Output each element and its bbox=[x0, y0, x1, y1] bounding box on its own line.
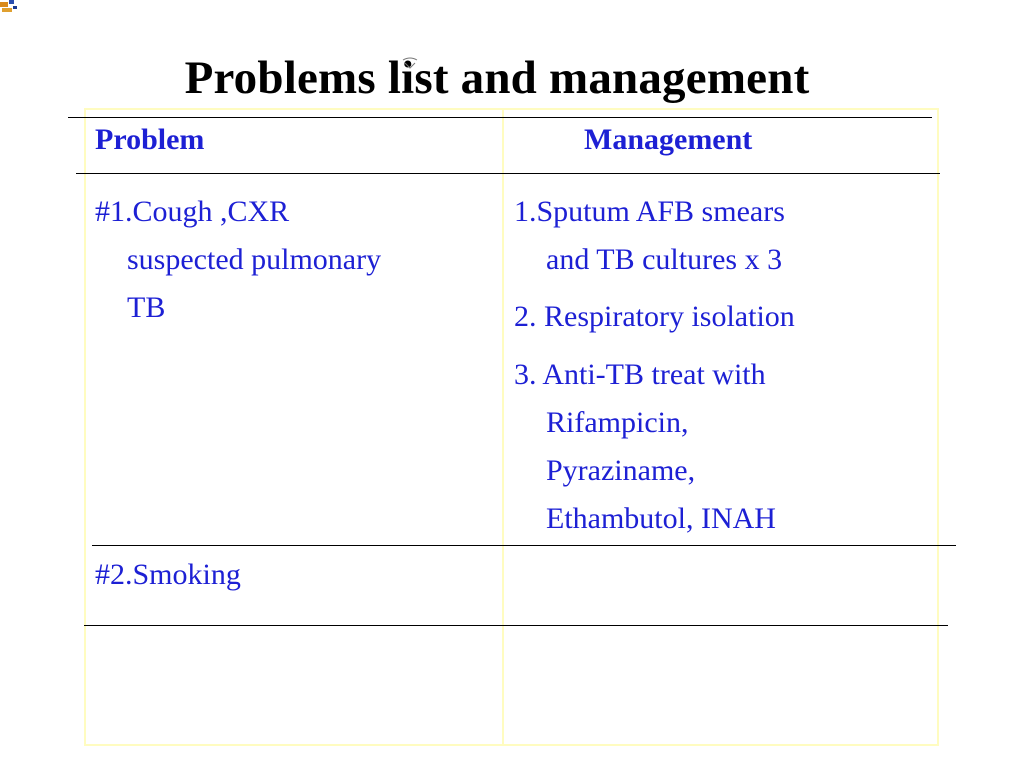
problem-line: #1.Cough ,CXR bbox=[95, 195, 290, 228]
row2-problem-cell bbox=[95, 551, 241, 599]
table-header-rule bbox=[76, 173, 940, 174]
row1-problem-cell bbox=[95, 188, 381, 332]
management-line: 1.Sputum AFB smears bbox=[514, 195, 785, 228]
header-management: Management bbox=[584, 123, 753, 156]
slide-title: Problems list and management bbox=[184, 52, 810, 104]
problem-line: #2.Smoking bbox=[95, 558, 241, 591]
management-line: Pyraziname, bbox=[546, 454, 696, 487]
problem-line: suspected pulmonary bbox=[127, 243, 382, 276]
management-item-3 bbox=[514, 351, 776, 543]
management-line: Rifampicin, bbox=[546, 406, 689, 439]
table-row2-rule bbox=[84, 625, 948, 626]
table-row1-rule bbox=[92, 545, 956, 546]
table-column-divider bbox=[502, 108, 504, 746]
problem-line: TB bbox=[127, 291, 166, 324]
small-emblem-icon bbox=[400, 56, 420, 72]
management-line: and TB cultures x 3 bbox=[546, 243, 783, 276]
management-item-1 bbox=[514, 188, 785, 284]
management-line: 3. Anti-TB treat with bbox=[514, 358, 766, 391]
management-line: Ethambutol, INAH bbox=[546, 502, 776, 535]
management-line: 2. Respiratory isolation bbox=[514, 300, 795, 333]
header-problem: Problem bbox=[95, 123, 205, 156]
slide-logo-icon bbox=[0, 0, 18, 14]
management-item-2 bbox=[514, 293, 795, 341]
